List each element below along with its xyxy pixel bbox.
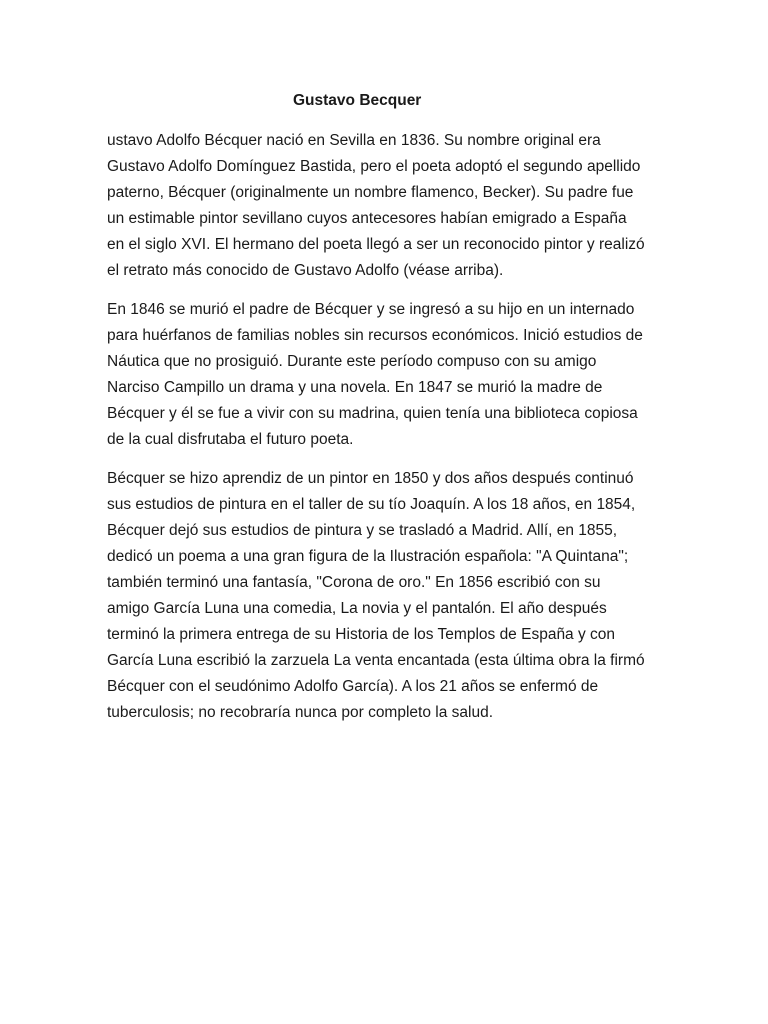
document-body [107,128,667,739]
paragraph-line: el retrato más conocido de Gustavo Adolfo (véase arriba). [107,262,504,279]
paragraph-1 [107,128,667,284]
paragraph-line: también terminó una fantasía, "Corona de oro." En 1856 escribió con su [107,574,601,591]
paragraph-line: Náutica que no prosiguió. Durante este período compuso con su amigo [107,353,597,370]
page-title: Gustavo Becquer [293,92,422,109]
paragraph-line: amigo García Luna una comedia, La novia y el pantalón. El año después [107,600,607,617]
paragraph-line: terminó la primera entrega de su Historia de los Templos de España y con [107,626,616,643]
paragraph-line: Narciso Campillo un drama y una novela. En 1847 se murió la madre de [107,379,603,396]
paragraph-2 [107,297,667,453]
paragraph-line: García Luna escribió la zarzuela La venta encantada (esta última obra la firmó [107,652,645,669]
paragraph-line: para huérfanos de familias nobles sin recursos económicos. Inició estudios de [107,327,643,344]
paragraph-line: En 1846 se murió el padre de Bécquer y se ingresó a su hijo en un internado [107,301,635,318]
paragraph-line: ustavo Adolfo Bécquer nació en Sevilla en 1836. Su nombre original era [107,132,601,149]
paragraph-line: Bécquer y él se fue a vivir con su madrina, quien tenía una biblioteca copiosa [107,405,638,422]
paragraph-line: de la cual disfrutaba el futuro poeta. [107,431,354,448]
paragraph-line: paterno, Bécquer (originalmente un nombre flamenco, Becker). Su padre fue [107,184,634,201]
paragraph-line: un estimable pintor sevillano cuyos antecesores habían emigrado a España [107,210,627,227]
paragraph-line: tuberculosis; no recobraría nunca por completo la salud. [107,704,493,721]
paragraph-line: Gustavo Adolfo Domínguez Bastida, pero el poeta adoptó el segundo apellido [107,158,641,175]
paragraph-line: sus estudios de pintura en el taller de su tío Joaquín. A los 18 años, en 1854, [107,496,636,513]
paragraph-line: Bécquer dejó sus estudios de pintura y se trasladó a Madrid. Allí, en 1855, [107,522,618,539]
paragraph-line: dedicó un poema a una gran figura de la Ilustración española: "A Quintana"; [107,548,629,565]
paragraph-line: en el siglo XVI. El hermano del poeta llegó a ser un reconocido pintor y realizó [107,236,645,253]
paragraph-line: Bécquer se hizo aprendiz de un pintor en 1850 y dos años después continuó [107,470,634,487]
paragraph-3 [107,466,667,726]
paragraph-line: Bécquer con el seudónimo Adolfo García). A los 21 años se enfermó de [107,678,599,695]
